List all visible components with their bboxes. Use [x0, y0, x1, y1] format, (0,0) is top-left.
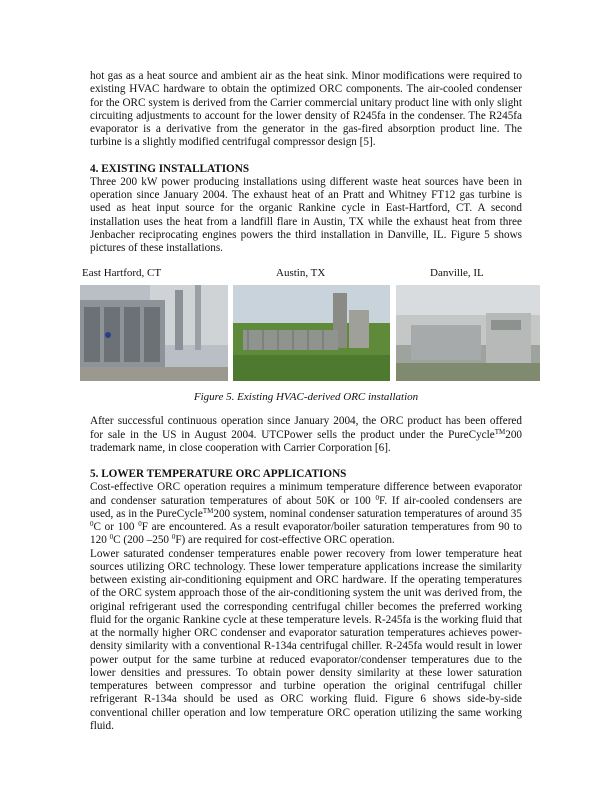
figure-label-danville: Danville, IL — [430, 267, 484, 280]
section-4-body: Three 200 kW power producing installations using different waste heat sources have been in operation since January 2004. The exhaust heat of an Pratt and Whitney FT12 gas turbine is used as heat input source for the organic Rankine cycle in East-Hartford, CT. A second installation uses the heat from a landfill flare in Austin, TX while the exhaust heat from three Jenbacher reciprocating engines powers the third installation in Danville, IL. Figure 5 shows pictures of these installations. — [90, 175, 522, 254]
photo-danville — [396, 285, 540, 381]
section-4-heading: 4. EXISTING INSTALLATIONS — [90, 162, 250, 175]
figure-5 — [82, 267, 522, 415]
section-5-paragraph-2: Lower saturated condenser temperatures enable power recovery from lower temperature heat sources utilizing ORC technology. These lower temperature applications increase the similarity between existing air-conditioning equipment and ORC hardware. If the operating temperatures of the ORC system approach those of the air-conditioning system the unit was derived from, the original refrigerant used the corresponding centrifugal chiller becomes the preferred working fluid for the organic Rankine cycle at these temperature levels. R-245fa is the working fluid that at the normally higher ORC condenser and evaporator saturation temperatures achieves power-density similarity with a conventional R-134a centrifugal chiller. R-245fa would result in lower power output for the same turbine at reduced evaporator/condenser temperatures due to the lower densities and pressures. To obtain power density similarity at these lower saturation temperatures between compressor and turbine operation the original centrifugal chiller refrigerant R-134a should be used as ORC working fluid. Figure 6 shows side-by-side conventional chiller operation and low temperature ORC operation utilizing the same working fluid. — [90, 547, 522, 732]
intro-paragraph: hot gas as a heat source and ambient air as the heat sink. Minor modifications were required to existing HVAC hardware to obtain the optimized ORC components. The air-cooled condenser for the ORC system is derived from the Carrier commercial unitary product line with only slight circuiting adjustments to account for the lower density of R245fa in the condenser. The R245fa evaporator is a derivative from the generator in the gas-fired absorption product line. The turbine is a slightly modified centrifugal compressor design [5]. — [90, 70, 522, 149]
photo-east-hartford — [80, 285, 228, 381]
figure-5-caption: Figure 5. Existing HVAC-derived ORC installation — [193, 391, 419, 404]
product-paragraph: After successful continuous operation since January 2004, the ORC product has been offered for sale in the US in August 2004. UTCPower sells the product under the PureCycle™200 trademark name, in close cooperation with Carrier Corporation [6]. — [90, 415, 522, 454]
photo-austin — [233, 285, 390, 381]
figure-label-east-hartford: East Hartford, CT — [82, 267, 162, 280]
document-page — [82, 70, 522, 733]
section-5-heading: 5. LOWER TEMPERATURE ORC APPLICATIONS — [90, 468, 347, 480]
section-5-paragraph-1: Cost-effective ORC operation requires a minimum temperature difference between evaporator and condenser saturation temperatures of about 50K or 100 $^0$F. If air-cooled condensers are used, as in the PureCycle™200 system, nominal condenser saturation temperatures of around 35 $^0$C or 100 $^0$F are encountered. As a result evaporator/boiler saturation temperatures from 90 to 120 $^0$C (200 –250 $^0$F) are required for cost-effective ORC operation. — [90, 481, 522, 547]
figure-label-austin: Austin, TX — [276, 267, 326, 280]
